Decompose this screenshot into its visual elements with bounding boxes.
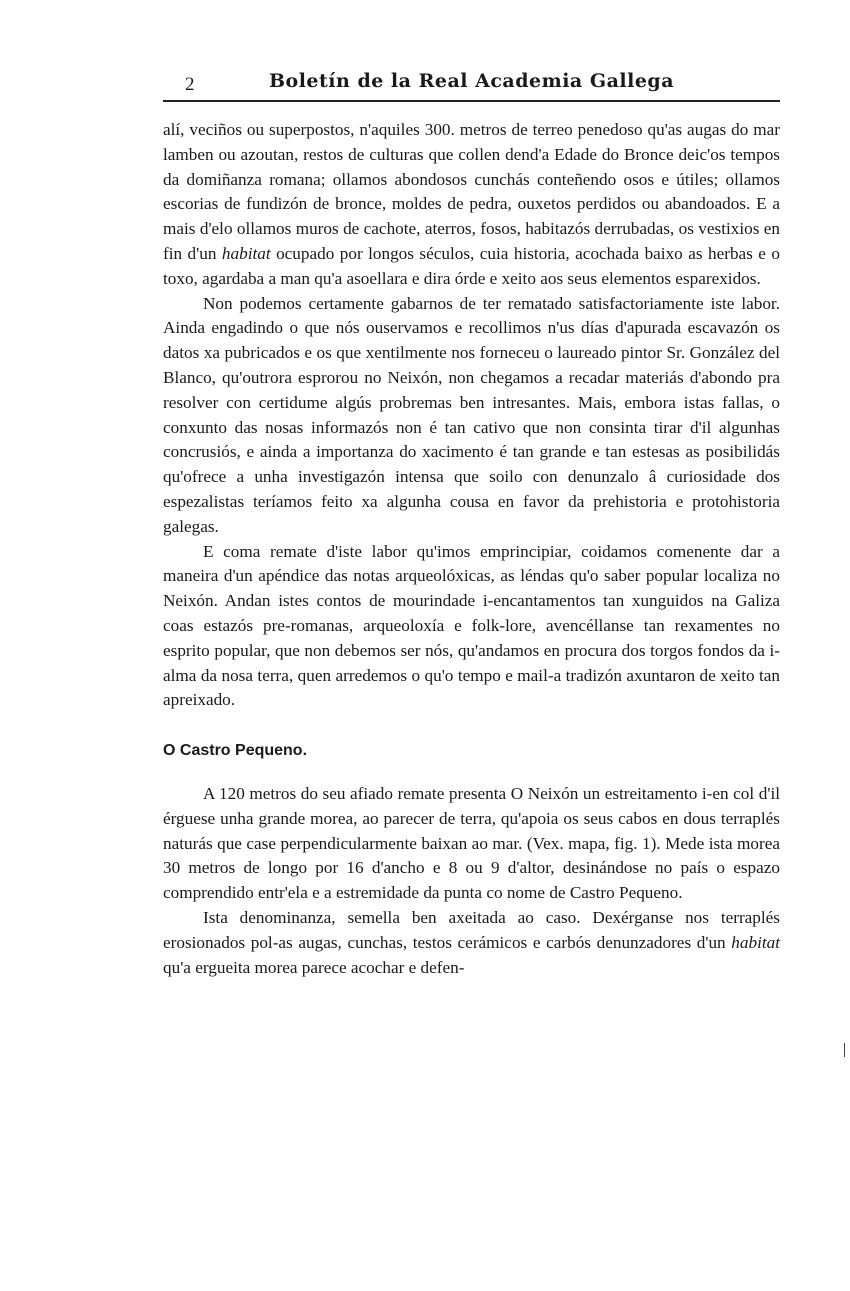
paragraph-text: Ista denominanza, semella ben axeitada ao caso. Dexérganse nos terraplés erosionados pol-as augas, cunchas, testos cerámicos e carbós denunzadores d'un — [163, 907, 780, 952]
paragraph: A 120 metros do seu afiado remate presenta O Neixón un estreitamento i-en col d'il érguese unha grande morea, ao parecer de terra, qu'apoia os seus cabos en dous terraplés naturás que case perpendicularmente baixan ao mar. (Vex. mapa, fig. 1). Mede ista morea 30 metros de longo por 16 d'ancho e 8 ou 9 d'altor, desinándose no país o espazo comprendido entr'ela e a estremidade da punta co nome de Castro Pequeno. — [163, 783, 780, 903]
paragraph — [163, 906, 780, 980]
italic-term: habitat — [731, 932, 780, 952]
paragraph: Non podemos certamente gabarnos de ter rematado satisfactoriamente iste labor. Ainda engadindo o que nós ouservamos e recollimos n'us días d'apurada escavazón os datos xa pubricados e os que xentilmente nos forneceu o laureado pintor Sr. González del Blanco, qu'outrora esprorou no Neixón, non chegamos a recadar materiás d'abondo pra resolver con certidume algús probremas ben intresantes. Mais, embora istas fallas, o conxunto das nosas informazós non é tan cativo que non consinta tirar d'il algunhas concrusiós, e ainda a importanza do xacimento é tan grande e tan estesas as posibilidás qu'ofrece a unha investigazón intensa que soilo con denunzalo â curiosidade dos espezalistas teríamos feito xa algunha cousa en favor da prehistoria e protohistoria galegas. — [163, 293, 780, 536]
body-text — [163, 118, 780, 980]
page-number: 2 — [185, 74, 195, 95]
margin-mark — [844, 1043, 845, 1057]
paragraph-text: ocupado por longos séculos, cuia historia, acochada baixo as herbas e o toxo, agardaba a man qu'a asoellara e dira órde e xeito aos seus elementos esparexidos. — [163, 243, 780, 288]
running-title: Boletín de la Real Academia Gallega — [268, 70, 674, 92]
paragraph-text: qu'a ergueita morea parece acochar e defen- — [163, 957, 465, 977]
section-heading: O Castro Pequeno. — [163, 742, 308, 760]
page-header — [163, 66, 780, 102]
paragraph — [163, 118, 780, 292]
italic-term: habitat — [221, 243, 271, 263]
paragraph-text: alí, veciños ou superpostos, n'aquiles 300. metros de terreo penedoso qu'as augas do mar lamben ou azoutan, restos de culturas que collen dend'a Edade do Bronce deic'os tempos da domiñanza romana; ollamos abondosos cunchás conteñendo osos e útiles; ollamos escorias de fundizón de bronce, moldes de pedra, ouxetos perdidos ou abandoados. E a mais d'elo ollamos muros de cachote, aterros, fosos, habitazós derrubadas, os vestixios en fin d'un — [163, 120, 780, 263]
paragraph: E coma remate d'iste labor qu'imos emprincipiar, coidamos comenente dar a maneira d'un apéndice das notas arqueolóxicas, as léndas qu'o saber popular localiza no Neixón. Andan istes contos de mourindade i-encantamentos tan xunguidos na Galiza coas estazós pre-romanas, arqueoloxía e folk-lore, avencéllanse tan rexamentes no esprito popular, que non debemos ser nós, qu'andamos en procura dos torgos fondos da i-alma da nosa terra, quen arredemos o qu'o tempo e mail-a tradizón axuntaron de xeito tan apreixado. — [163, 541, 780, 710]
